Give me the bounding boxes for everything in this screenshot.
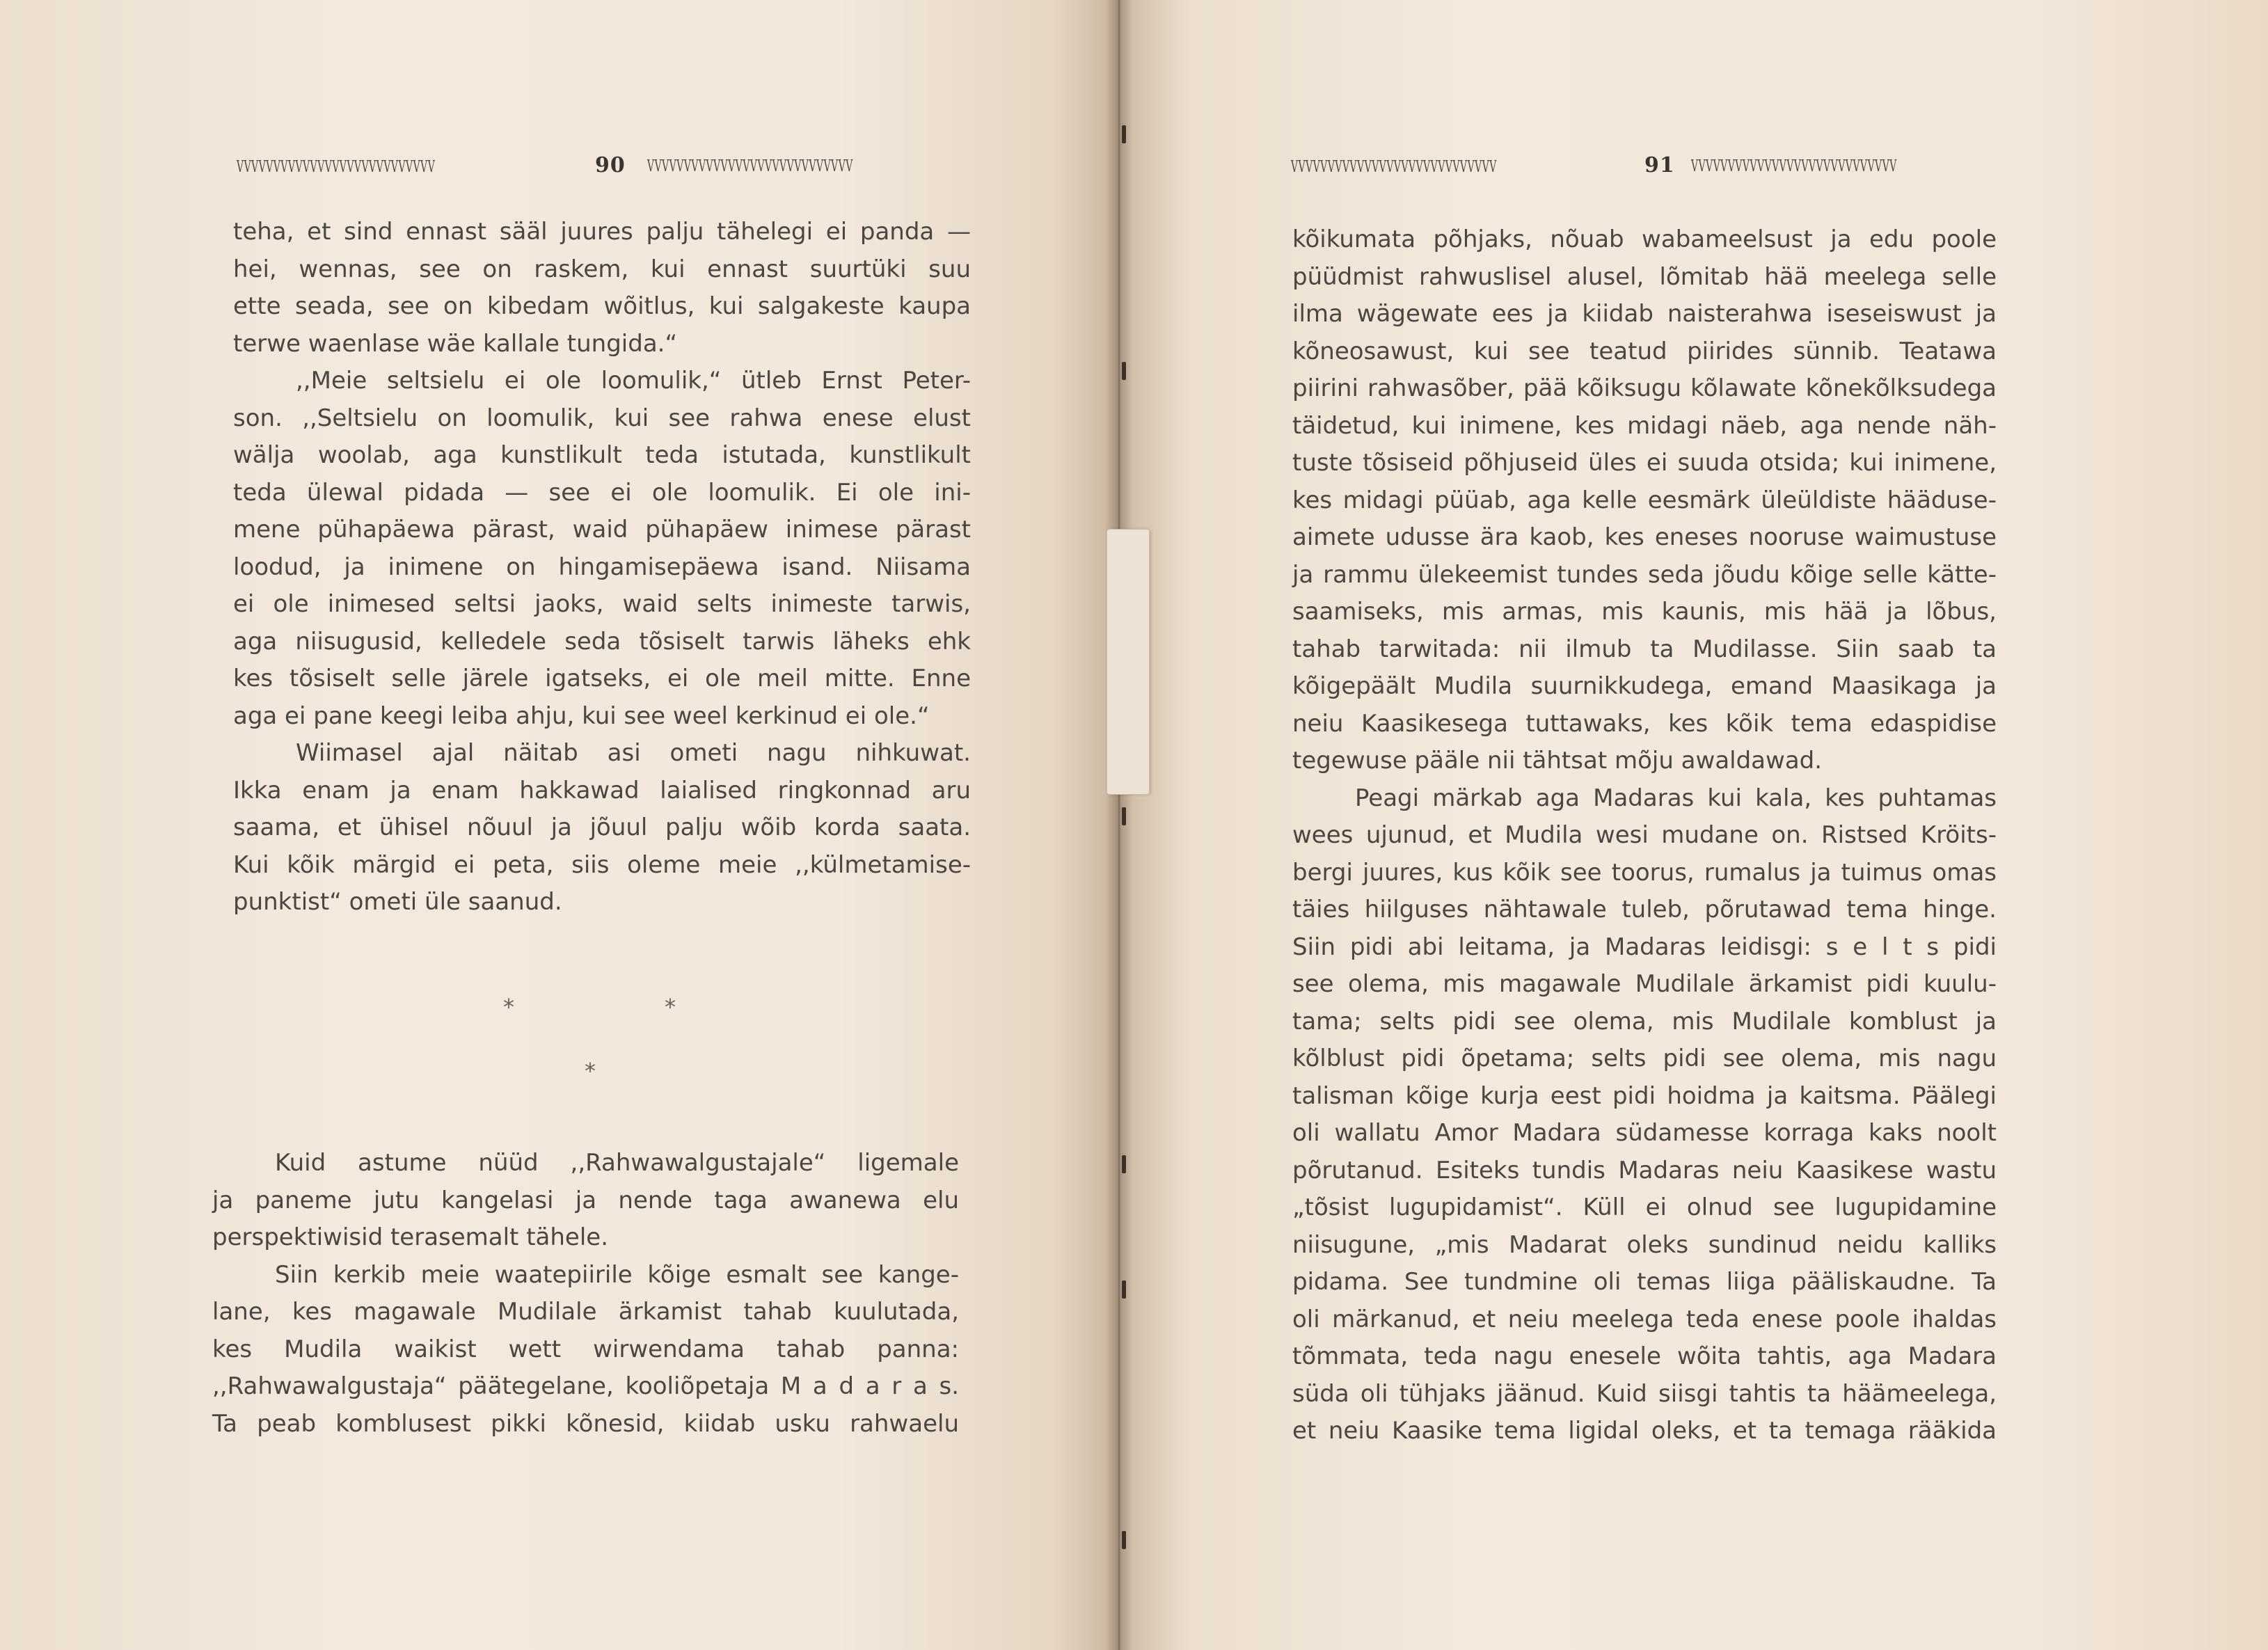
text-line: täidetud, kui inimene, kes midagi näeb, aga nende näh- — [1292, 411, 1997, 440]
text-line: täies hiilguses nähtawale tuleb, põrutawad tema hinge. — [1292, 896, 1997, 923]
text-line: kõlblust pidi õpetama; selts pidi see olema, mis nagu — [1292, 1045, 1997, 1072]
binding-thread — [1122, 1531, 1126, 1549]
text-line: aimete udusse ära kaob, kes eneses nooruse waimustuse — [1292, 523, 1997, 551]
text-line: Ikka enam ja enam hakkawad laialised ringkonnad aru — [233, 776, 971, 804]
header-ornament: VVVVVVVVVVVVVVVVVVVVVVVVVVVV — [1691, 157, 1897, 175]
text-line: püüdmist rahwuslisel alusel, lõmitab hää meelega selle — [1292, 262, 1997, 291]
text-line: Kui kõik märgid ei peta, siis oleme meie ,,külmetamise- — [233, 850, 971, 879]
header-ornament: VVVVVVVVVVVVVVVVVVVVVVVVVVV — [237, 158, 436, 176]
text-line: põrutanud. Esiteks tundis Madaras neiu Kaasikese wastu — [1292, 1156, 1997, 1184]
text-line: saama, et ühisel nõuul ja jõuul palju wõib korda saata. — [233, 814, 971, 841]
binding-thread — [1122, 362, 1126, 380]
text-line: aga ei pane keegi leiba ahju, kui see weel kerkinud ei ole.“ — [233, 701, 930, 730]
text-line: punktist“ ometi üle saanud. — [233, 888, 562, 916]
page-number: 91 — [1644, 153, 1675, 177]
text-line: kes tõsiselt selle järele igatseks, ei ole meil mitte. Enne — [233, 665, 971, 692]
text-line: „tõsist lugupidamist“. Küll ei olnud see lugupidamine — [1292, 1193, 1997, 1221]
text-line: lane, kes magawale Mudilale ärkamist tahab kuulutada, — [212, 1298, 959, 1326]
text-line: aga niisugusid, kelledele seda tõsiselt tarwis läheks ehk — [233, 627, 971, 656]
text-line: wälja woolab, aga kunstlikult teda istutada, kunstlikult — [233, 441, 971, 469]
text-line: ei ole inimesed seltsi jaoks, waid selts inimeste tarwis, — [233, 590, 971, 618]
text-line: terwe waenlase wäe kallale tungida.“ — [233, 329, 678, 358]
text-line: ja paneme jutu kangelasi ja nende taga awanewa elu — [212, 1186, 959, 1214]
right-page — [1120, 0, 2268, 1650]
text-line: teda ülewal pidada — see ei ole loomulik. Ei ole ini- — [233, 478, 971, 507]
text-line: saamiseks, mis armas, mis kaunis, mis hää ja lõbus, — [1292, 598, 1997, 626]
text-line: neiu Kaasikesega tuttawaks, kes kõik tema edaspidise — [1292, 709, 1997, 738]
header-ornament: VVVVVVVVVVVVVVVVVVVVVVVVVVVV — [1291, 158, 1497, 176]
text-line: et neiu Kaasike tema ligidal oleks, et ta temaga rääkida — [1292, 1417, 1997, 1445]
text-line: Kuid astume nüüd ,,Rahwawalgustajale“ ligemale — [275, 1149, 959, 1177]
right-page-text — [1292, 221, 1997, 1450]
text-line: tuste tõsiseid põhjuseid üles ei suuda otsida; kui inimene, — [1292, 449, 1997, 477]
section-divider-star: * — [585, 1058, 596, 1084]
text-line: kes Mudila waikist wett wirwendama tahab panna: — [212, 1335, 959, 1363]
text-line: bergi juures, kus kõik see toorus, rumalus ja tuimus omas — [1292, 858, 1997, 887]
binding-thread — [1122, 807, 1126, 825]
text-line: tegewuse pääle nii tähtsat mõju awaldawad. — [1292, 747, 1823, 775]
text-line: piirini rahwasõber, pää kõiksugu kõlawate kõnekõlksudega — [1292, 374, 1997, 402]
text-line: Siin kerkib meie waatepiirile kõige esmalt see kange- — [275, 1260, 959, 1289]
text-line: talisman kõige kurja eest pidi hoidma ja kaitsma. Päälegi — [1292, 1081, 1997, 1110]
text-line: perspektiwisid terasemalt tähele. — [212, 1223, 609, 1251]
binding-thread — [1122, 1155, 1126, 1173]
text-line: mene pühapäewa pärast, waid pühapäew inimese pärast — [233, 516, 971, 544]
text-line: kõikumata põhjaks, nõuab wabameelsust ja edu poole — [1292, 225, 1997, 253]
text-line: tahab tarwitada: nii ilmub ta Mudilasse. Siin saab ta — [1292, 635, 1997, 663]
text-line: kes midagi püüab, aga kelle eesmärk üleüldiste hääduse- — [1292, 486, 1997, 514]
section-divider-star: * — [503, 994, 514, 1020]
text-line: wees ujunud, et Mudila wesi mudane on. Ristsed Kröits- — [1292, 821, 1997, 849]
text-line: loodud, ja inimene on hingamisepäewa isand. Niisama — [233, 553, 971, 581]
text-line: Ta peab komblusest pikki kõnesid, kiidab usku rahwaelu — [212, 1409, 959, 1438]
left-page-text-bottom — [212, 1145, 959, 1443]
section-divider-star: * — [665, 994, 676, 1020]
header-ornament: VVVVVVVVVVVVVVVVVVVVVVVVVVVV — [647, 157, 853, 175]
binding-thread — [1122, 125, 1126, 143]
binding-thread — [1122, 1280, 1126, 1299]
text-line: Peagi märkab aga Madaras kui kala, kes puhtamas — [1355, 784, 1997, 812]
text-line: tõmmata, teda nagu enesele wõita tahtis, aga Madara — [1292, 1342, 1997, 1370]
left-page-text-top — [233, 214, 971, 921]
page-number: 90 — [595, 153, 626, 177]
binding-tab — [1107, 529, 1150, 795]
text-line: ja rammu ülekeemist tundes seda jõudu kõige selle kätte- — [1292, 560, 1997, 589]
text-line: oli märkanud, et neiu meelega teda enese poole ihaldas — [1292, 1305, 1997, 1333]
text-line: teha, et sind ennast sääl juures palju tähelegi ei panda — — [233, 218, 971, 246]
left-page-header — [237, 153, 981, 185]
text-line: see olema, mis magawale Mudilale ärkamist pidi kuulu- — [1292, 970, 1997, 998]
book-gutter — [1105, 0, 1133, 1650]
text-line: süda oli tühjaks jäänud. Kuid siisgi tahtis ta häämeelega, — [1292, 1379, 1997, 1408]
text-line: Wiimasel ajal näitab asi ometi nagu nihkuwat. — [296, 739, 971, 767]
right-page-header — [1291, 153, 1994, 185]
text-line: tama; selts pidi see olema, mis Mudilale komblust ja — [1292, 1007, 1997, 1036]
text-line: ,,Rahwawalgustaja“ päätegelane, kooliõpetaja M a d a r a s. — [212, 1372, 959, 1400]
text-line: hei, wennas, see on raskem, kui ennast suurtüki suu — [233, 255, 971, 283]
text-line: ,,Meie seltsielu ei ole loomulik,“ ütleb Ernst Peter- — [296, 367, 971, 395]
text-line: ette seada, see on kibedam wõitlus, kui salgakeste kaupa — [233, 292, 971, 320]
text-line: pidama. See tundmine oli temas liiga pääliskaudne. Ta — [1292, 1268, 1997, 1296]
text-line: Siin pidi abi leitama, ja Madaras leidisgi: s e l t s pidi — [1292, 933, 1997, 961]
text-line: kõigepäält Mudila suurnikkudega, emand Maasikaga ja — [1292, 672, 1997, 700]
left-page — [0, 0, 1120, 1650]
text-line: son. ,,Seltsielu on loomulik, kui see rahwa enese elust — [233, 404, 971, 432]
text-line: oli wallatu Amor Madara südamesse korraga kaks noolt — [1292, 1119, 1997, 1147]
text-line: niisugune, „mis Madarat oleks sundinud neidu kalliks — [1292, 1230, 1997, 1259]
text-line: ilma wägewate ees ja kiidab naisterahwa iseseiswust ja — [1292, 300, 1997, 328]
text-line: kõneosawust, kui see teatud piirides sünnib. Teatawa — [1292, 337, 1997, 365]
